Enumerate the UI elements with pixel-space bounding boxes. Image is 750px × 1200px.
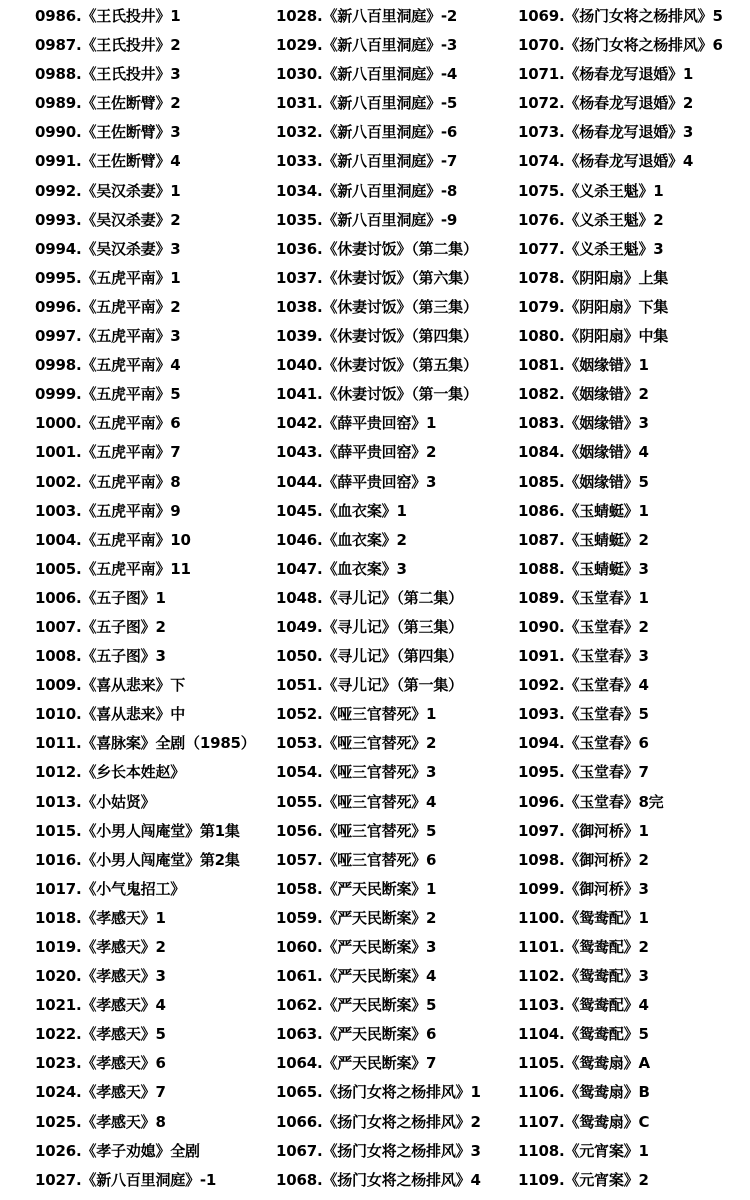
catalog-entry: 1054.《哑三官替死》3 <box>276 763 437 782</box>
catalog-entry: 1073.《杨春龙写退婚》3 <box>518 123 694 142</box>
catalog-entry: 1103.《鸳鸯配》4 <box>518 996 649 1015</box>
catalog-entry: 1025.《孝感天》8 <box>35 1112 166 1131</box>
catalog-entry: 1072.《杨春龙写退婚》2 <box>518 94 694 113</box>
catalog-entry: 1096.《玉堂春》8完 <box>518 792 664 811</box>
catalog-entry: 1061.《严天民断案》4 <box>276 967 437 986</box>
catalog-entry: 1092.《玉堂春》4 <box>518 676 649 695</box>
catalog-entry: 1005.《五虎平南》11 <box>35 559 191 578</box>
catalog-entry: 1082.《姻缘错》2 <box>518 385 649 404</box>
catalog-entry: 1071.《杨春龙写退婚》1 <box>518 65 694 84</box>
catalog-entry: 1109.《元宵案》2 <box>518 1170 649 1189</box>
catalog-entry: 1093.《玉堂春》5 <box>518 705 649 724</box>
catalog-entry: 1055.《哑三官替死》4 <box>276 792 437 811</box>
catalog-entry: 1015.《小男人闯庵堂》第1集 <box>35 821 240 840</box>
catalog-entry: 0994.《吴汉杀妻》3 <box>35 239 181 258</box>
catalog-entry: 1011.《喜脉案》全剧（1985） <box>35 734 256 753</box>
catalog-entry: 1085.《姻缘错》5 <box>518 472 649 491</box>
catalog-entry: 1037.《休妻讨饭》（第六集） <box>276 268 478 287</box>
catalog-entry: 1057.《哑三官替死》6 <box>276 850 437 869</box>
catalog-entry: 1041.《休妻讨饭》（第一集） <box>276 385 478 404</box>
catalog-entry: 1004.《五虎平南》10 <box>35 530 191 549</box>
catalog-entry: 1075.《义杀王魁》1 <box>518 181 664 200</box>
catalog-entry: 1021.《孝感天》4 <box>35 996 166 1015</box>
catalog-entry: 1035.《新八百里洞庭》-9 <box>276 210 458 229</box>
catalog-entry: 1030.《新八百里洞庭》-4 <box>276 65 458 84</box>
catalog-entry: 1009.《喜从悲来》下 <box>35 676 186 695</box>
catalog-entry: 1026.《孝子劝媳》全剧 <box>35 1141 200 1160</box>
catalog-entry: 0990.《王佐断臂》3 <box>35 123 181 142</box>
catalog-entry: 1048.《寻儿记》（第二集） <box>276 588 463 607</box>
catalog-entry: 1088.《玉蜻蜓》3 <box>518 559 649 578</box>
catalog-entry: 1066.《扬门女将之杨排风》2 <box>276 1112 481 1131</box>
catalog-entry: 1070.《扬门女将之杨排风》6 <box>518 36 723 55</box>
catalog-entry: 1043.《薛平贵回窑》2 <box>276 443 437 462</box>
catalog-entry: 1046.《血衣案》2 <box>276 530 407 549</box>
catalog-entry: 1077.《义杀王魁》3 <box>518 239 664 258</box>
catalog-entry: 1033.《新八百里洞庭》-7 <box>276 152 458 171</box>
catalog-entry: 1079.《阴阳扇》下集 <box>518 297 669 316</box>
catalog-entry: 1095.《玉堂春》7 <box>518 763 649 782</box>
catalog-entry: 1076.《义杀王魁》2 <box>518 210 664 229</box>
catalog-entry: 1065.《扬门女将之杨排风》1 <box>276 1083 481 1102</box>
catalog-entry: 0999.《五虎平南》5 <box>35 385 181 404</box>
catalog-entry: 1013.《小姑贤》 <box>35 792 156 811</box>
catalog-entry: 1016.《小男人闯庵堂》第2集 <box>35 850 240 869</box>
catalog-entry: 0987.《王氏投井》2 <box>35 36 181 55</box>
catalog-entry: 0988.《王氏投井》3 <box>35 65 181 84</box>
catalog-entry: 0995.《五虎平南》1 <box>35 268 181 287</box>
catalog-entry: 1002.《五虎平南》8 <box>35 472 181 491</box>
catalog-entry: 1019.《孝感天》2 <box>35 938 166 956</box>
catalog-entry: 1064.《严天民断案》7 <box>276 1054 437 1073</box>
catalog-entry: 1045.《血衣案》1 <box>276 501 407 520</box>
catalog-entry: 0986.《王氏投井》1 <box>35 7 181 25</box>
catalog-entry: 1108.《元宵案》1 <box>518 1141 649 1160</box>
catalog-entry: 1020.《孝感天》3 <box>35 967 166 986</box>
catalog-entry: 1094.《玉堂春》6 <box>518 734 649 753</box>
catalog-entry: 1022.《孝感天》5 <box>35 1025 166 1044</box>
catalog-entry: 1087.《玉蜻蜓》2 <box>518 530 649 549</box>
catalog-entry: 1059.《严天民断案》2 <box>276 908 437 927</box>
catalog-entry: 1017.《小气鬼招工》 <box>35 879 186 898</box>
catalog-entry: 0992.《吴汉杀妻》1 <box>35 181 181 200</box>
catalog-entry: 1044.《薛平贵回窑》3 <box>276 472 437 491</box>
catalog-entry: 0989.《王佐断臂》2 <box>35 94 181 113</box>
catalog-entry: 1034.《新八百里洞庭》-8 <box>276 181 458 200</box>
catalog-entry: 1018.《孝感天》1 <box>35 908 166 927</box>
catalog-entry: 0996.《五虎平南》2 <box>35 297 181 316</box>
catalog-entry: 1051.《寻儿记》（第一集） <box>276 676 463 695</box>
catalog-entry: 1023.《孝感天》6 <box>35 1054 166 1073</box>
catalog-entry: 1001.《五虎平南》7 <box>35 443 181 462</box>
catalog-entry: 1089.《玉堂春》1 <box>518 588 649 607</box>
catalog-entry: 1097.《御河桥》1 <box>518 821 649 840</box>
catalog-entry: 1083.《姻缘错》3 <box>518 414 649 433</box>
catalog-entry: 1007.《五子图》2 <box>35 617 166 636</box>
catalog-entry: 1091.《玉堂春》3 <box>518 647 649 666</box>
catalog-entry: 1100.《鸳鸯配》1 <box>518 908 649 927</box>
catalog-entry: 1106.《鸳鸯扇》B <box>518 1083 650 1102</box>
catalog-entry: 1099.《御河桥》3 <box>518 879 649 898</box>
catalog-entry: 1031.《新八百里洞庭》-5 <box>276 94 458 113</box>
catalog-entry: 1024.《孝感天》7 <box>35 1083 166 1102</box>
catalog-entry: 1058.《严天民断案》1 <box>276 879 437 898</box>
catalog-entry: 1056.《哑三官替死》5 <box>276 821 437 840</box>
catalog-entry: 1000.《五虎平南》6 <box>35 414 181 433</box>
catalog-entry: 1081.《姻缘错》1 <box>518 356 649 375</box>
catalog-entry: 1060.《严天民断案》3 <box>276 938 437 956</box>
catalog-entry: 1084.《姻缘错》4 <box>518 443 649 462</box>
catalog-entry: 1006.《五子图》1 <box>35 588 166 607</box>
catalog-entry: 1042.《薛平贵回窑》1 <box>276 414 437 433</box>
catalog-entry: 1050.《寻儿记》（第四集） <box>276 647 463 666</box>
catalog-entry: 1029.《新八百里洞庭》-3 <box>276 36 458 55</box>
catalog-entry: 0998.《五虎平南》4 <box>35 356 181 375</box>
catalog-entry: 1067.《扬门女将之杨排风》3 <box>276 1141 481 1160</box>
catalog-column-1 <box>35 2 270 1195</box>
catalog-entry: 1062.《严天民断案》5 <box>276 996 437 1015</box>
catalog-entry: 1039.《休妻讨饭》（第四集） <box>276 327 478 346</box>
catalog-entry: 1036.《休妻讨饭》（第二集） <box>276 239 478 258</box>
catalog-entry: 1063.《严天民断案》6 <box>276 1025 437 1044</box>
catalog-entry: 1078.《阴阳扇》上集 <box>518 268 669 287</box>
catalog-entry: 1074.《杨春龙写退婚》4 <box>518 152 694 171</box>
catalog-entry: 1032.《新八百里洞庭》-6 <box>276 123 458 142</box>
catalog-entry: 1098.《御河桥》2 <box>518 850 649 869</box>
catalog-entry: 1040.《休妻讨饭》（第五集） <box>276 356 478 375</box>
catalog-entry: 1012.《乡长本姓赵》 <box>35 763 186 782</box>
catalog-entry: 1053.《哑三官替死》2 <box>276 734 437 753</box>
catalog-entry: 1080.《阴阳扇》中集 <box>518 327 669 346</box>
catalog-entry: 0991.《王佐断臂》4 <box>35 152 181 171</box>
catalog-entry: 1010.《喜从悲来》中 <box>35 705 186 724</box>
catalog-entry: 1105.《鸳鸯扇》A <box>518 1054 650 1073</box>
catalog-entry: 1069.《扬门女将之杨排风》5 <box>518 7 723 25</box>
catalog-entry: 1068.《扬门女将之杨排风》4 <box>276 1170 481 1189</box>
catalog-column-2 <box>276 2 516 1195</box>
catalog-entry: 1102.《鸳鸯配》3 <box>518 967 649 986</box>
catalog-entry: 1049.《寻儿记》（第三集） <box>276 617 463 636</box>
catalog-entry: 0997.《五虎平南》3 <box>35 327 181 346</box>
catalog-entry: 1047.《血衣案》3 <box>276 559 407 578</box>
catalog-entry: 1101.《鸳鸯配》2 <box>518 938 649 956</box>
catalog-entry: 0993.《吴汉杀妻》2 <box>35 210 181 229</box>
catalog-entry: 1086.《玉蜻蜓》1 <box>518 501 649 520</box>
catalog-entry: 1027.《新八百里洞庭》-1 <box>35 1170 217 1189</box>
catalog-entry: 1052.《哑三官替死》1 <box>276 705 437 724</box>
catalog-entry: 1107.《鸳鸯扇》C <box>518 1112 650 1131</box>
catalog-entry: 1038.《休妻讨饭》（第三集） <box>276 297 478 316</box>
catalog-column-3 <box>518 2 750 1195</box>
catalog-entry: 1090.《玉堂春》2 <box>518 617 649 636</box>
catalog-entry: 1028.《新八百里洞庭》-2 <box>276 7 458 25</box>
catalog-entry: 1008.《五子图》3 <box>35 647 166 666</box>
catalog-entry: 1003.《五虎平南》9 <box>35 501 181 520</box>
catalog-entry: 1104.《鸳鸯配》5 <box>518 1025 649 1044</box>
